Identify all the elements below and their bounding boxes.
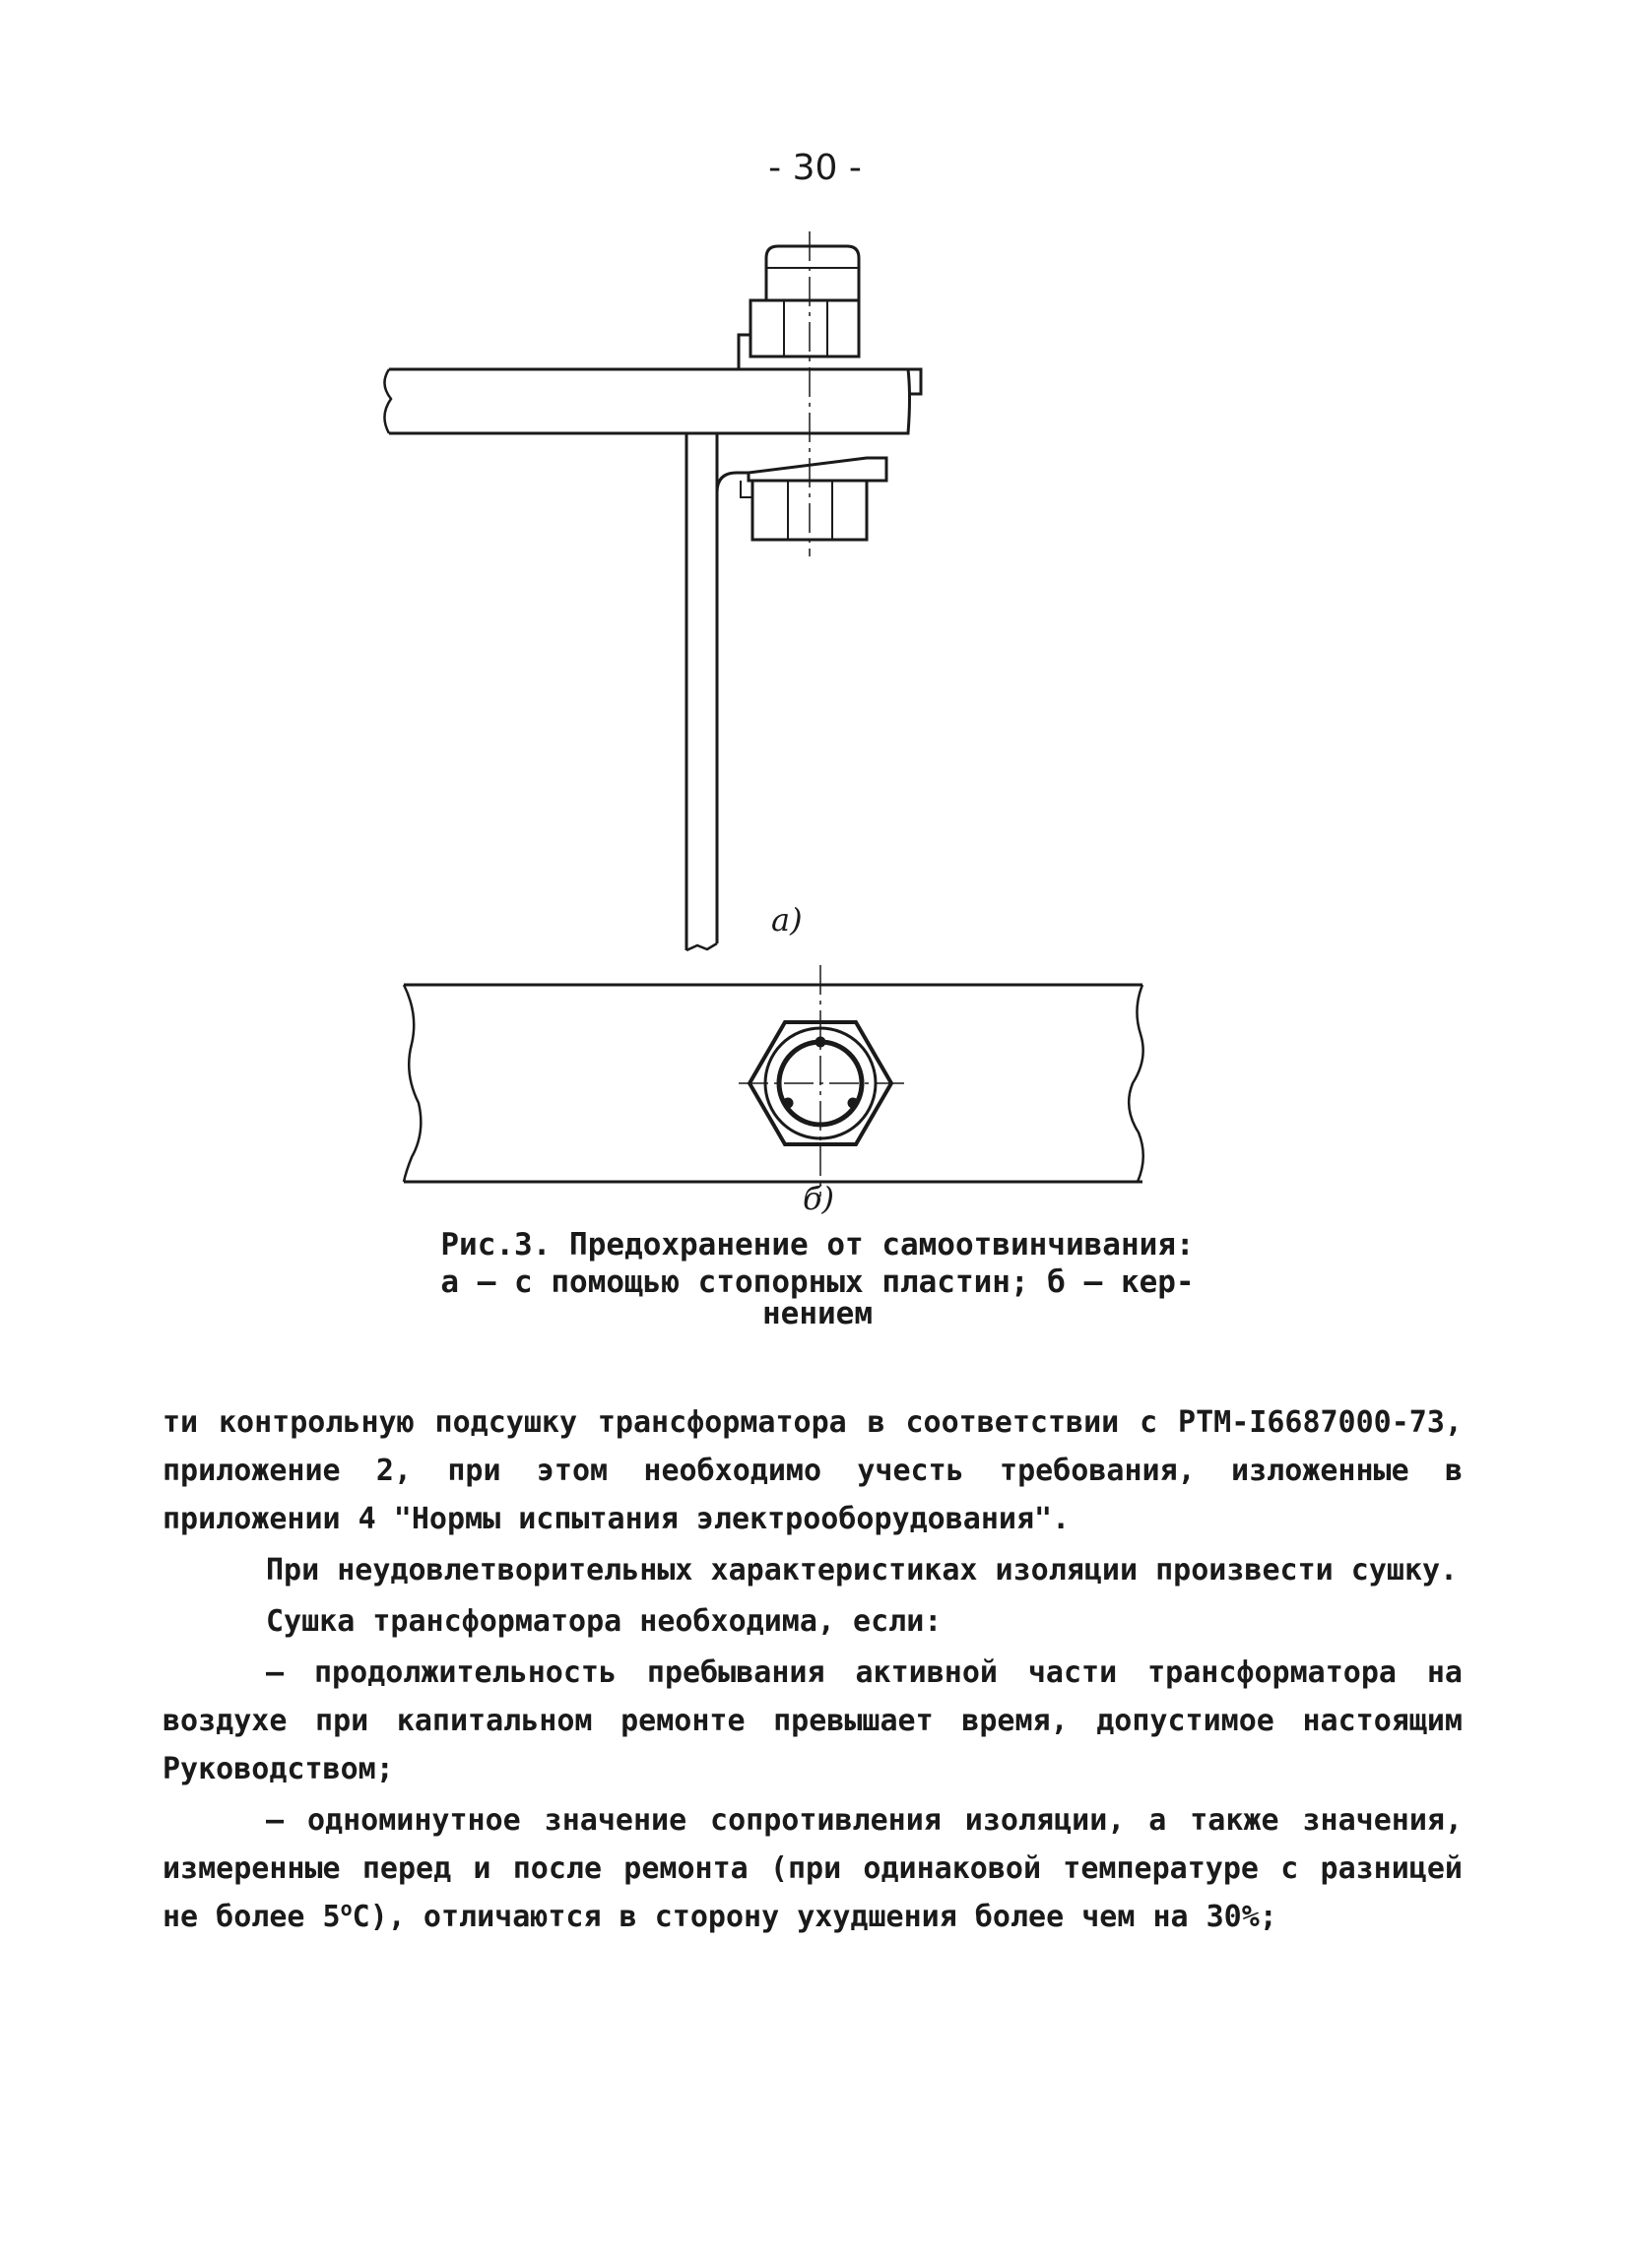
figure-label-a: а) xyxy=(771,901,803,939)
paragraph: Сушка трансформатора необходима, если: xyxy=(266,1604,943,1639)
punch-mark xyxy=(784,1099,792,1107)
lower-lock-plate xyxy=(749,458,886,481)
bolt-end xyxy=(766,246,859,300)
punch-mark xyxy=(816,1038,824,1046)
caption-line: а – с помощью стопорных пластин; б – кер- xyxy=(440,1264,1195,1300)
right-break-line xyxy=(1129,985,1143,1182)
flange-plate xyxy=(389,369,910,433)
body-text xyxy=(163,1398,1463,1944)
left-break-line xyxy=(404,985,421,1182)
wall-bracket xyxy=(686,433,749,950)
figure-caption xyxy=(374,1226,1261,1331)
list-item: – продолжительность пребывания активной части трансформатора на воздухе при капитальном ремонте превышает время, допустимое настоящим Руководством; xyxy=(163,1655,1463,1786)
paragraph: При неудовлетворительных характеристиках изоляции произвести сушку. xyxy=(266,1553,1459,1588)
list-item-text: – одноминутное значение сопротивления изоляции, а также значения, измеренные перед и после ремонта (при одинаковой температуре с разницей не более 5 xyxy=(163,1803,1463,1934)
figure-b-top-view xyxy=(404,965,1143,1217)
flange-break-line xyxy=(384,369,391,433)
upper-nut xyxy=(750,300,859,356)
caption-line: нением xyxy=(762,1296,873,1331)
caption-line: Рис.3. Предохранение от самоотвинчивания: xyxy=(440,1227,1195,1263)
list-item-text: С), отличаются в сторону ухудшения более чем на 30%; xyxy=(352,1900,1277,1934)
figure-a-side-view xyxy=(384,231,921,950)
page-number: - 30 - xyxy=(768,148,862,188)
paragraph: ти контрольную подсушку трансформатора в соответствии с РТМ-I6687000-73, приложение 2, при этом необходимо учесть требования, изложенные в приложении 4 "Нормы испытания электрооборудования". xyxy=(163,1405,1463,1536)
figure-label-b: б) xyxy=(803,1180,835,1217)
punch-mark xyxy=(849,1099,857,1107)
degree-sign: о xyxy=(340,1897,353,1920)
upper-lock-plate xyxy=(739,335,921,394)
list-item xyxy=(163,1796,1463,1941)
